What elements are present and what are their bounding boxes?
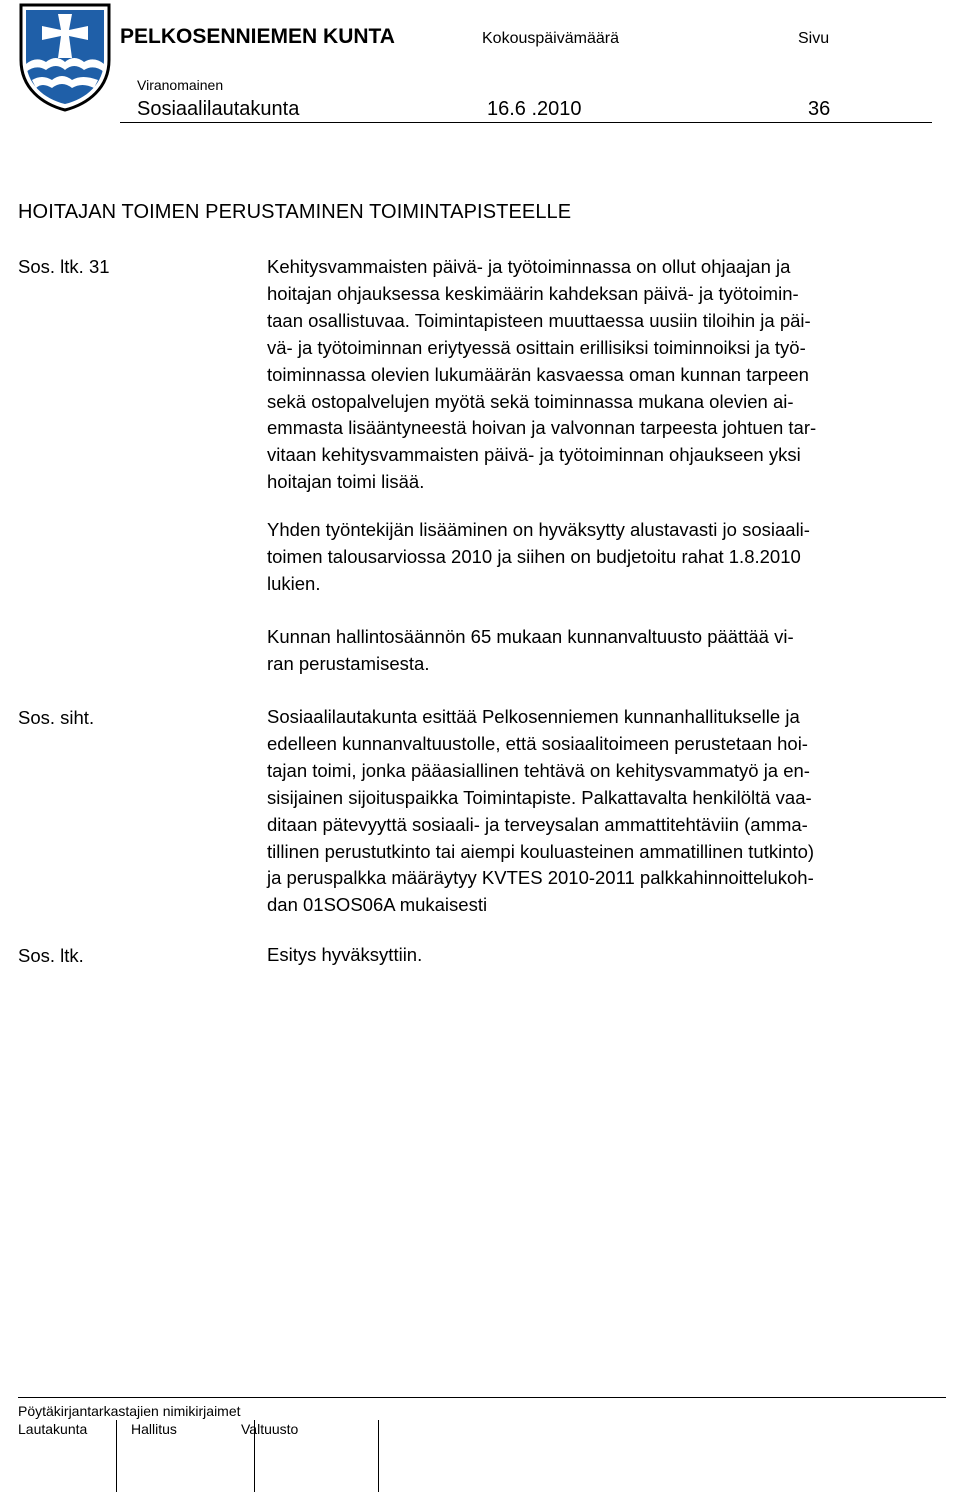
footer-col-board: Lautakunta: [18, 1421, 88, 1437]
text-line: vitaan kehitysvammaisten päivä- ja työtoiminnan ohjaukseen yksi: [267, 444, 801, 466]
text-line: toiminnassa olevien lukumäärän kasvaessa oman kunnan tarpeen: [267, 363, 809, 385]
footer-divider: [18, 1397, 946, 1398]
text-line: sekä ostopalvelujen myötä sekä toiminnassa mukana olevien ai-: [267, 390, 794, 412]
footer-col-government: Hallitus: [131, 1421, 177, 1437]
text-line: emmasta lisääntyneestä hoivan ja valvonnan tarpeesta johtuen tar-: [267, 417, 817, 439]
text-line: vä- ja työtoiminnan eriytyessä osittain erillisiksi toiminnoiksi ja työ-: [267, 336, 806, 358]
footer-col-council: Valtuusto: [241, 1421, 299, 1437]
text-line: lukien.: [267, 572, 321, 594]
text-line: taan osallistuvaa. Toimintapisteen muuttaessa uusiin tiloihin ja päi-: [267, 309, 811, 331]
proposal-label: Sos. siht.: [18, 707, 95, 728]
text-line: Kunnan hallintosäännön 65 mukaan kunnanvaltuusto päättää vi-: [267, 626, 794, 647]
text-line: tillinen perustutkinto tai aiempi kouluasteinen ammatillinen tutkinto): [267, 840, 815, 862]
paragraph-regulation: [267, 624, 957, 678]
text-line: Esitys hyväksyttiin.: [267, 944, 423, 965]
text-line: tajan toimi, jonka pääasiallinen tehtävä on kehitysvammatyö ja en-: [267, 759, 810, 781]
signature-box-divider: [116, 1420, 117, 1492]
text-line: ja peruspalkka määräytyy KVTES 2010-2011 palkkahinnoittelukoh-: [267, 867, 814, 889]
footer-label: Pöytäkirjantarkastajien nimikirjaimet: [18, 1403, 241, 1419]
text-line: Sosiaalilautakunta esittää Pelkosenniemen kunnanhallitukselle ja: [267, 706, 800, 727]
paragraph-background: [267, 254, 957, 496]
text-line: hoitajan ohjauksessa keskimäärin kahdeksan päivä- ja työtoimin-: [267, 282, 799, 304]
authority-name: Sosiaalilautakunta: [137, 98, 300, 120]
text-line: ran perustamisesta.: [267, 652, 430, 674]
decision-label: Sos. ltk.: [18, 945, 84, 966]
text-line: dan 01SOS06A mukaisesti: [267, 894, 488, 916]
header-divider: [120, 122, 932, 123]
page-number: 36: [808, 98, 831, 120]
text-line: hoitajan toimi lisää.: [267, 471, 425, 493]
municipal-coat-of-arms-icon: [18, 2, 112, 112]
footer-columns: [18, 1421, 438, 1441]
section-reference: Sos. ltk. 31: [18, 256, 110, 277]
authority-label: Viranomainen: [137, 77, 224, 93]
meeting-date-label: Kokouspäivämäärä: [482, 30, 619, 47]
text-line: toimen talousarviossa 2010 ja siihen on budjetoitu rahat 1.8.2010: [267, 545, 801, 567]
document-title: HOITAJAN TOIMEN PERUSTAMINEN TOIMINTAPISTEELLE: [18, 201, 572, 223]
page-label: Sivu: [798, 30, 830, 47]
text-line: edelleen kunnanvaltuustolle, että sosiaalitoimeen perustetaan hoi-: [267, 732, 808, 754]
organization-name: PELKOSENNIEMEN KUNTA: [120, 25, 395, 48]
signature-box-divider: [254, 1420, 255, 1492]
text-line: sisijainen sijoituspaikka Toimintapiste. Palkattavalta henkilöltä vaa-: [267, 786, 812, 808]
paragraph-proposal: [267, 704, 957, 919]
text-line: ditaan pätevyyttä sosiaali- ja terveysalan ammattitehtäviin (amma-: [267, 813, 808, 835]
text-line: Kehitysvammaisten päivä- ja työtoiminnassa on ollut ohjaajan ja: [267, 256, 791, 277]
paragraph-budget: [267, 517, 957, 598]
signature-box-divider: [378, 1420, 379, 1492]
meeting-date: 16.6 .2010: [487, 98, 582, 120]
paragraph-decision: [267, 942, 957, 969]
text-line: Yhden työntekijän lisääminen on hyväksytty alustavasti jo sosiaali-: [267, 519, 810, 540]
